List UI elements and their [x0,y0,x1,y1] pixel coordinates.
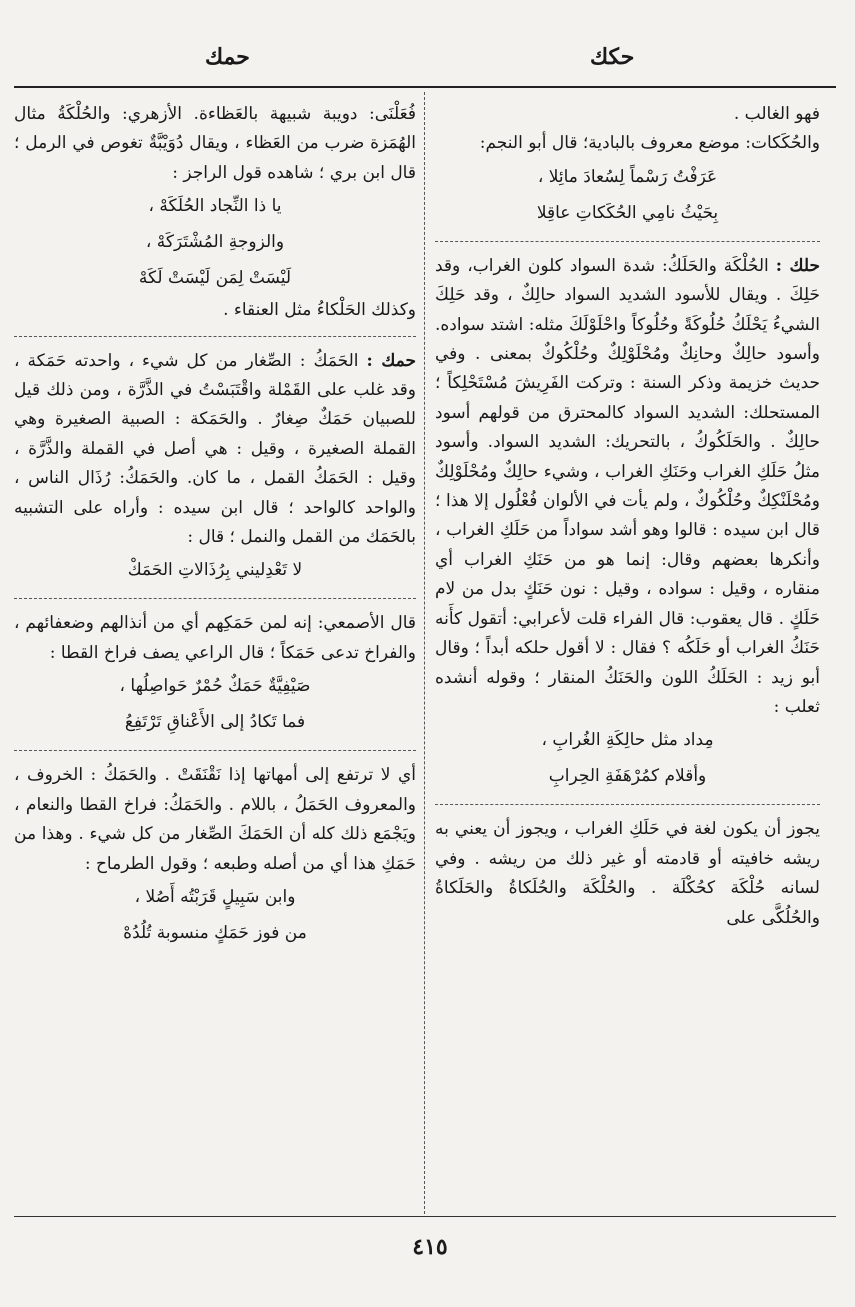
footer-rule [14,1216,836,1217]
paragraph: فهو الغالب . [733,104,820,124]
running-header-right: حكك [590,44,635,70]
page-number: ٤١٥ [412,1234,448,1260]
verse-line: والزوجةِ المُشْتَرَكَهْ ، [145,232,285,253]
verse-line: صَيْفِيَّةٌ حَمَكٌ حُمْرٌ حَواصِلُها ، [119,676,311,697]
verse-separator [14,598,416,599]
entry-text: الحُلْكَة والحَلَكُ: شدة السواد كلون الغراب، وقد حَلِكَ . ويقال للأسود الشديد السواد حالِكٌ ، وقد حَلِكَ الشيءُ يَحْلَكُ حُلُوكَةً وحُلُوكاً واحْلَوْلَكَ مثله: اشتد سواده. وأسود حالِكٌ وحانِكٌ ومُحْلَوْلِكٌ وحُلْكُوكٌ بمعنى . وفي حديث خزيمة وذكر السنة : وتركت الفَرِيشَ مُسْتَحْلِكاً ؛ المستحلك: الشديد السواد كالمحترق من قولهم أسود حالِكٌ . والحَلَكُوكُ ، بالتحريك: الشديد السواد. وأسود مثلُ حَلَكِ الغراب وحَنَكِ الغراب ، وشيء حالِكٌ ومُحْلَوْلِكٌ ومُحْلَنْكِكٌ وحُلْكُوكٌ ، ولم يأت في الألوان فُعْلُول إلا هذا ؛ قال ابن سيده : قالوا وهو أشد سواداً من حَلَكِ الغراب ، وأنكرها بعضهم وقال: إنما هو من حَنَكِ الغراب أي منقاره ، وقيل : سواده ، وقيل : نون حَنَكٍ بدل من لام حَلَكٍ . قال يعقوب: قال الفراء قلت لأعرابي: أتقول كأَنه حَنَكُ الغراب أو حَلَكُه ؟ فقال : لا أقول حلكه أبداً ؛ وقال أبو زيد : الحَلَكُ اللون والحَنَكُ المنقار ؛ وقوله أنشده ثعلب : [435,255,820,717]
verse-line: لَيْسَتْ لِمَن لَيْسَتْ لَكَهْ [138,268,292,289]
paragraph: وكذلك الحَلْكاءُ مثل العنقاء . [223,300,416,321]
entry-hmk [14,347,416,553]
paragraph: والحُكَكات: موضع معروف بالبادية؛ قال أبو النجم: [479,133,820,154]
verse-line: من فوز حَمَكٍ منسوبة تُلُدُهْ [123,922,307,943]
verse-line: لا تَعْدِليني بِرُذَالاتِ الحَمَكْ [127,560,303,581]
paragraph: قال الأصمعي: إنه لمن حَمَكِهم أي من أنذالهم وضعفائهم ، والفراخ تدعى حَمَكاً ؛ قال الراعي يصف فراخ القطا : [14,613,416,663]
verse-line: وأقلام كمُرْهَفَةِ الحِرابِ [548,766,707,787]
right-column [435,100,820,1210]
entry-separator [14,336,416,337]
verse-line: فما تَكادُ إلى الأَعْناقِ تَرْتَفِعُ [124,712,306,733]
entry-separator [435,241,820,242]
paragraph: أي لا ترتفع إلى أمهاتها إذا نَقْنَقَتْ . والحَمَكُ : الخروف ، والمعروف الحَمَلُ ، باللام . والحَمَكُ: فراخ القطا والنعام ، ويَجْمَع ذلك كله أن الحَمَكَ الصِّغار من كل شيء . وهذا من حَمَكِ هذا أي من أصله وطبعه ؛ وقول الطرماح : [14,765,416,874]
verse-line: عَرَفْتُ رَسْماً لِسُعادَ مائِلا ، [537,166,718,187]
verse-separator [435,804,820,805]
entry-headword: حلك : [775,255,820,276]
verse-line: وابن سَبِيلٍ قَرَبْتُه أَصُلا ، [134,886,296,907]
paragraph: يجوز أن يكون لغة في حَلَكِ الغراب ، ويجوز أن يعني به ريشه خافيته أو قادمته أو غير ذلك من ريشه . وفي لسانه حُلْكَة كحُكْلَة . والحُلْكَة والحُلَكاةُ والحَلَكاةُ والحُلُكَّى على [435,819,820,928]
verse-separator [14,750,416,751]
entry-text: الحَمَكُ : الصِّغار من كل شيء ، واحدته حَمَكة ، وقد غلب على القَمْلة واقْتَبَسْتُ في الذَّرَّة ، ومن ذلك قيل للصبيان حَمَكٌ صِغارٌ . والحَمَكة : الصبية الصغيرة وهي القملة الصغيرة ، وقيل : هي أصل في القملة والذَّرَّة ، وقيل : الحَمَكُ القمل ، ما كان. والحَمَكُ: رُذَال الناس ، والواحد كالواحد ؛ قال ابن سيده : وأراه على التشبيه بالحَمَك من القمل والنمل ؛ قال : [14,350,416,548]
verse-line: مِداد مثل حالِكَةِ الغُرابِ ، [541,730,714,751]
running-header-left: حمك [205,44,250,70]
left-column [14,100,416,1210]
column-divider [424,92,425,1214]
entry-hlk [435,252,820,723]
header-rule [14,86,836,88]
verse-line: يا ذا النِّجاد الحُلَكَهْ ، [148,196,282,217]
verse-line: بِحَيْثُ نامِي الحُكَكاتِ عاقِلا [536,202,719,223]
entry-headword: حمك : [366,350,416,371]
paragraph: فُعَلْنَى: دويبة شبيهة بالعَظاءة. الأزهري: والحُلْكَةُ مثال الهُمَزة ضرب من العَظاء ، ويقال دُوَيْبَّةٌ تغوص في الرمل ؛ قال ابن بري ؛ شاهده قول الراجز : [14,104,416,183]
